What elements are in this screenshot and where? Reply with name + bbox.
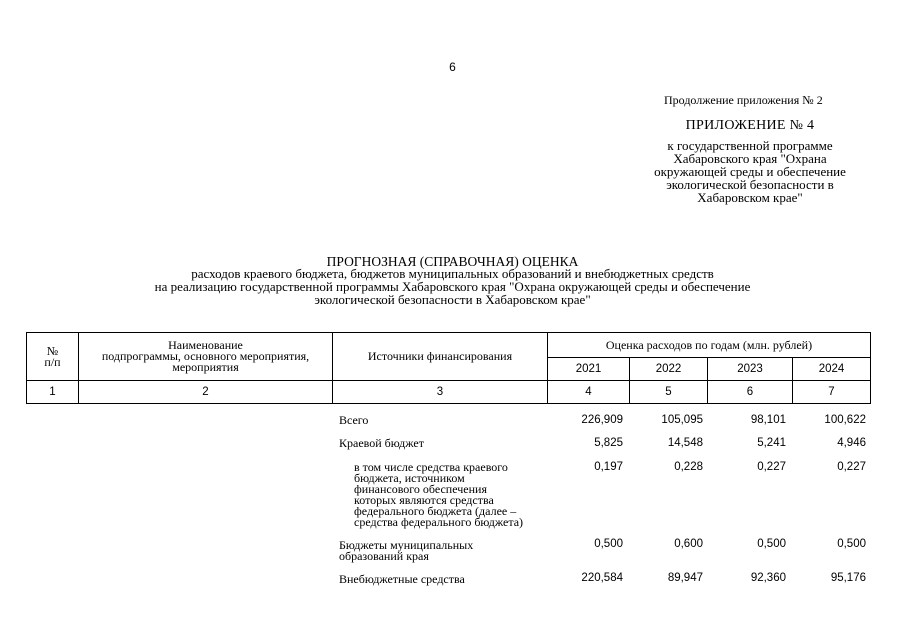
header-year: 2023 [708, 358, 793, 381]
subtitle-line: на реализацию государственной программы Хабаровского края "Охрана окружающей среды и обеспечение [154, 279, 751, 294]
column-index: 5 [630, 381, 708, 404]
value-cell: 95,176 [830, 572, 866, 584]
row-label-line: которых являются средства [354, 493, 494, 507]
value-cell: 5,825 [594, 437, 623, 449]
value-cell: 220,584 [581, 572, 623, 584]
document-title: ПРОГНОЗНАЯ (СПРАВОЧНАЯ) ОЦЕНКА [326, 254, 579, 269]
value-cell: 0,227 [757, 461, 786, 473]
column-index-row [27, 381, 871, 404]
value-cell: 0,500 [594, 538, 623, 550]
column-index: 3 [333, 381, 548, 404]
appendix-title: ПРИЛОЖЕНИЕ № 4 [685, 118, 815, 133]
page-number: 6 [449, 60, 456, 74]
value-cell: 14,548 [667, 437, 703, 449]
value-cell: 0,228 [674, 461, 703, 473]
row-label-total: Всего [339, 413, 369, 427]
header-year: 2024 [793, 358, 871, 381]
appendix-line: Хабаровском крае" [697, 190, 803, 205]
appendix-line: Хабаровского края "Охрана [673, 151, 827, 166]
row-label-line: в том числе средства краевого [354, 460, 508, 474]
row-label-federal-funds [354, 462, 523, 528]
appendix-line: окружающей среды и обеспечение [654, 164, 846, 179]
appendix-line: экологической безопасности в [666, 177, 834, 192]
column-index: 2 [79, 381, 333, 404]
row-label-regional-budget: Краевой бюджет [339, 436, 424, 450]
header-estimate: Оценка расходов по годам (млн. рублей) [548, 333, 871, 358]
value-cell: 92,360 [750, 572, 786, 584]
value-cell: 105,095 [661, 414, 703, 426]
row-label-line: финансового обеспечения [354, 482, 487, 496]
row-label-line: образований края [339, 549, 429, 563]
header-year: 2021 [548, 358, 630, 381]
header-year: 2022 [630, 358, 708, 381]
row-label-line: бюджета, источником [354, 471, 465, 485]
header-number-line: № [46, 343, 59, 358]
header-number-line: п/п [44, 354, 61, 369]
header-source: Источники финансирования [333, 333, 548, 381]
value-cell: 226,909 [581, 414, 623, 426]
row-label-extrabudgetary: Внебюджетные средства [339, 572, 465, 586]
header-name-line: подпрограммы, основного мероприятия, [101, 349, 310, 363]
header-row [27, 333, 871, 358]
value-cell: 0,227 [837, 461, 866, 473]
value-cell: 100,622 [824, 414, 866, 426]
document-subtitle [0, 267, 905, 306]
value-cell: 98,101 [750, 414, 786, 426]
subtitle-line: экологической безопасности в Хабаровском крае" [314, 292, 591, 307]
row-label-line: федерального бюджета (далее – [354, 504, 517, 518]
row-label-municipal-budgets [339, 540, 473, 562]
value-cell: 89,947 [667, 572, 703, 584]
value-cell: 4,946 [837, 437, 866, 449]
value-cell: 0,197 [594, 461, 623, 473]
header-number [27, 333, 79, 381]
value-cell: 5,241 [757, 437, 786, 449]
continuation-note: Продолжение приложения № 2 [664, 93, 823, 107]
subtitle-line: расходов краевого бюджета, бюджетов муниципальных образований и внебюджетных средств [191, 266, 714, 281]
value-cell: 0,500 [757, 538, 786, 550]
row-label-line: Бюджеты муниципальных [339, 538, 474, 552]
row-label-line: средства федерального бюджета) [354, 515, 524, 529]
expenditure-table [26, 332, 871, 404]
header-name [79, 333, 333, 381]
header-name-line: мероприятия [172, 360, 239, 374]
appendix-subtitle [620, 139, 880, 204]
column-index: 4 [548, 381, 630, 404]
column-index: 1 [27, 381, 79, 404]
header-name-line: Наименование [168, 338, 243, 352]
appendix-line: к государственной программе [667, 138, 833, 153]
column-index: 6 [708, 381, 793, 404]
value-cell: 0,600 [674, 538, 703, 550]
column-index: 7 [793, 381, 871, 404]
value-cell: 0,500 [837, 538, 866, 550]
